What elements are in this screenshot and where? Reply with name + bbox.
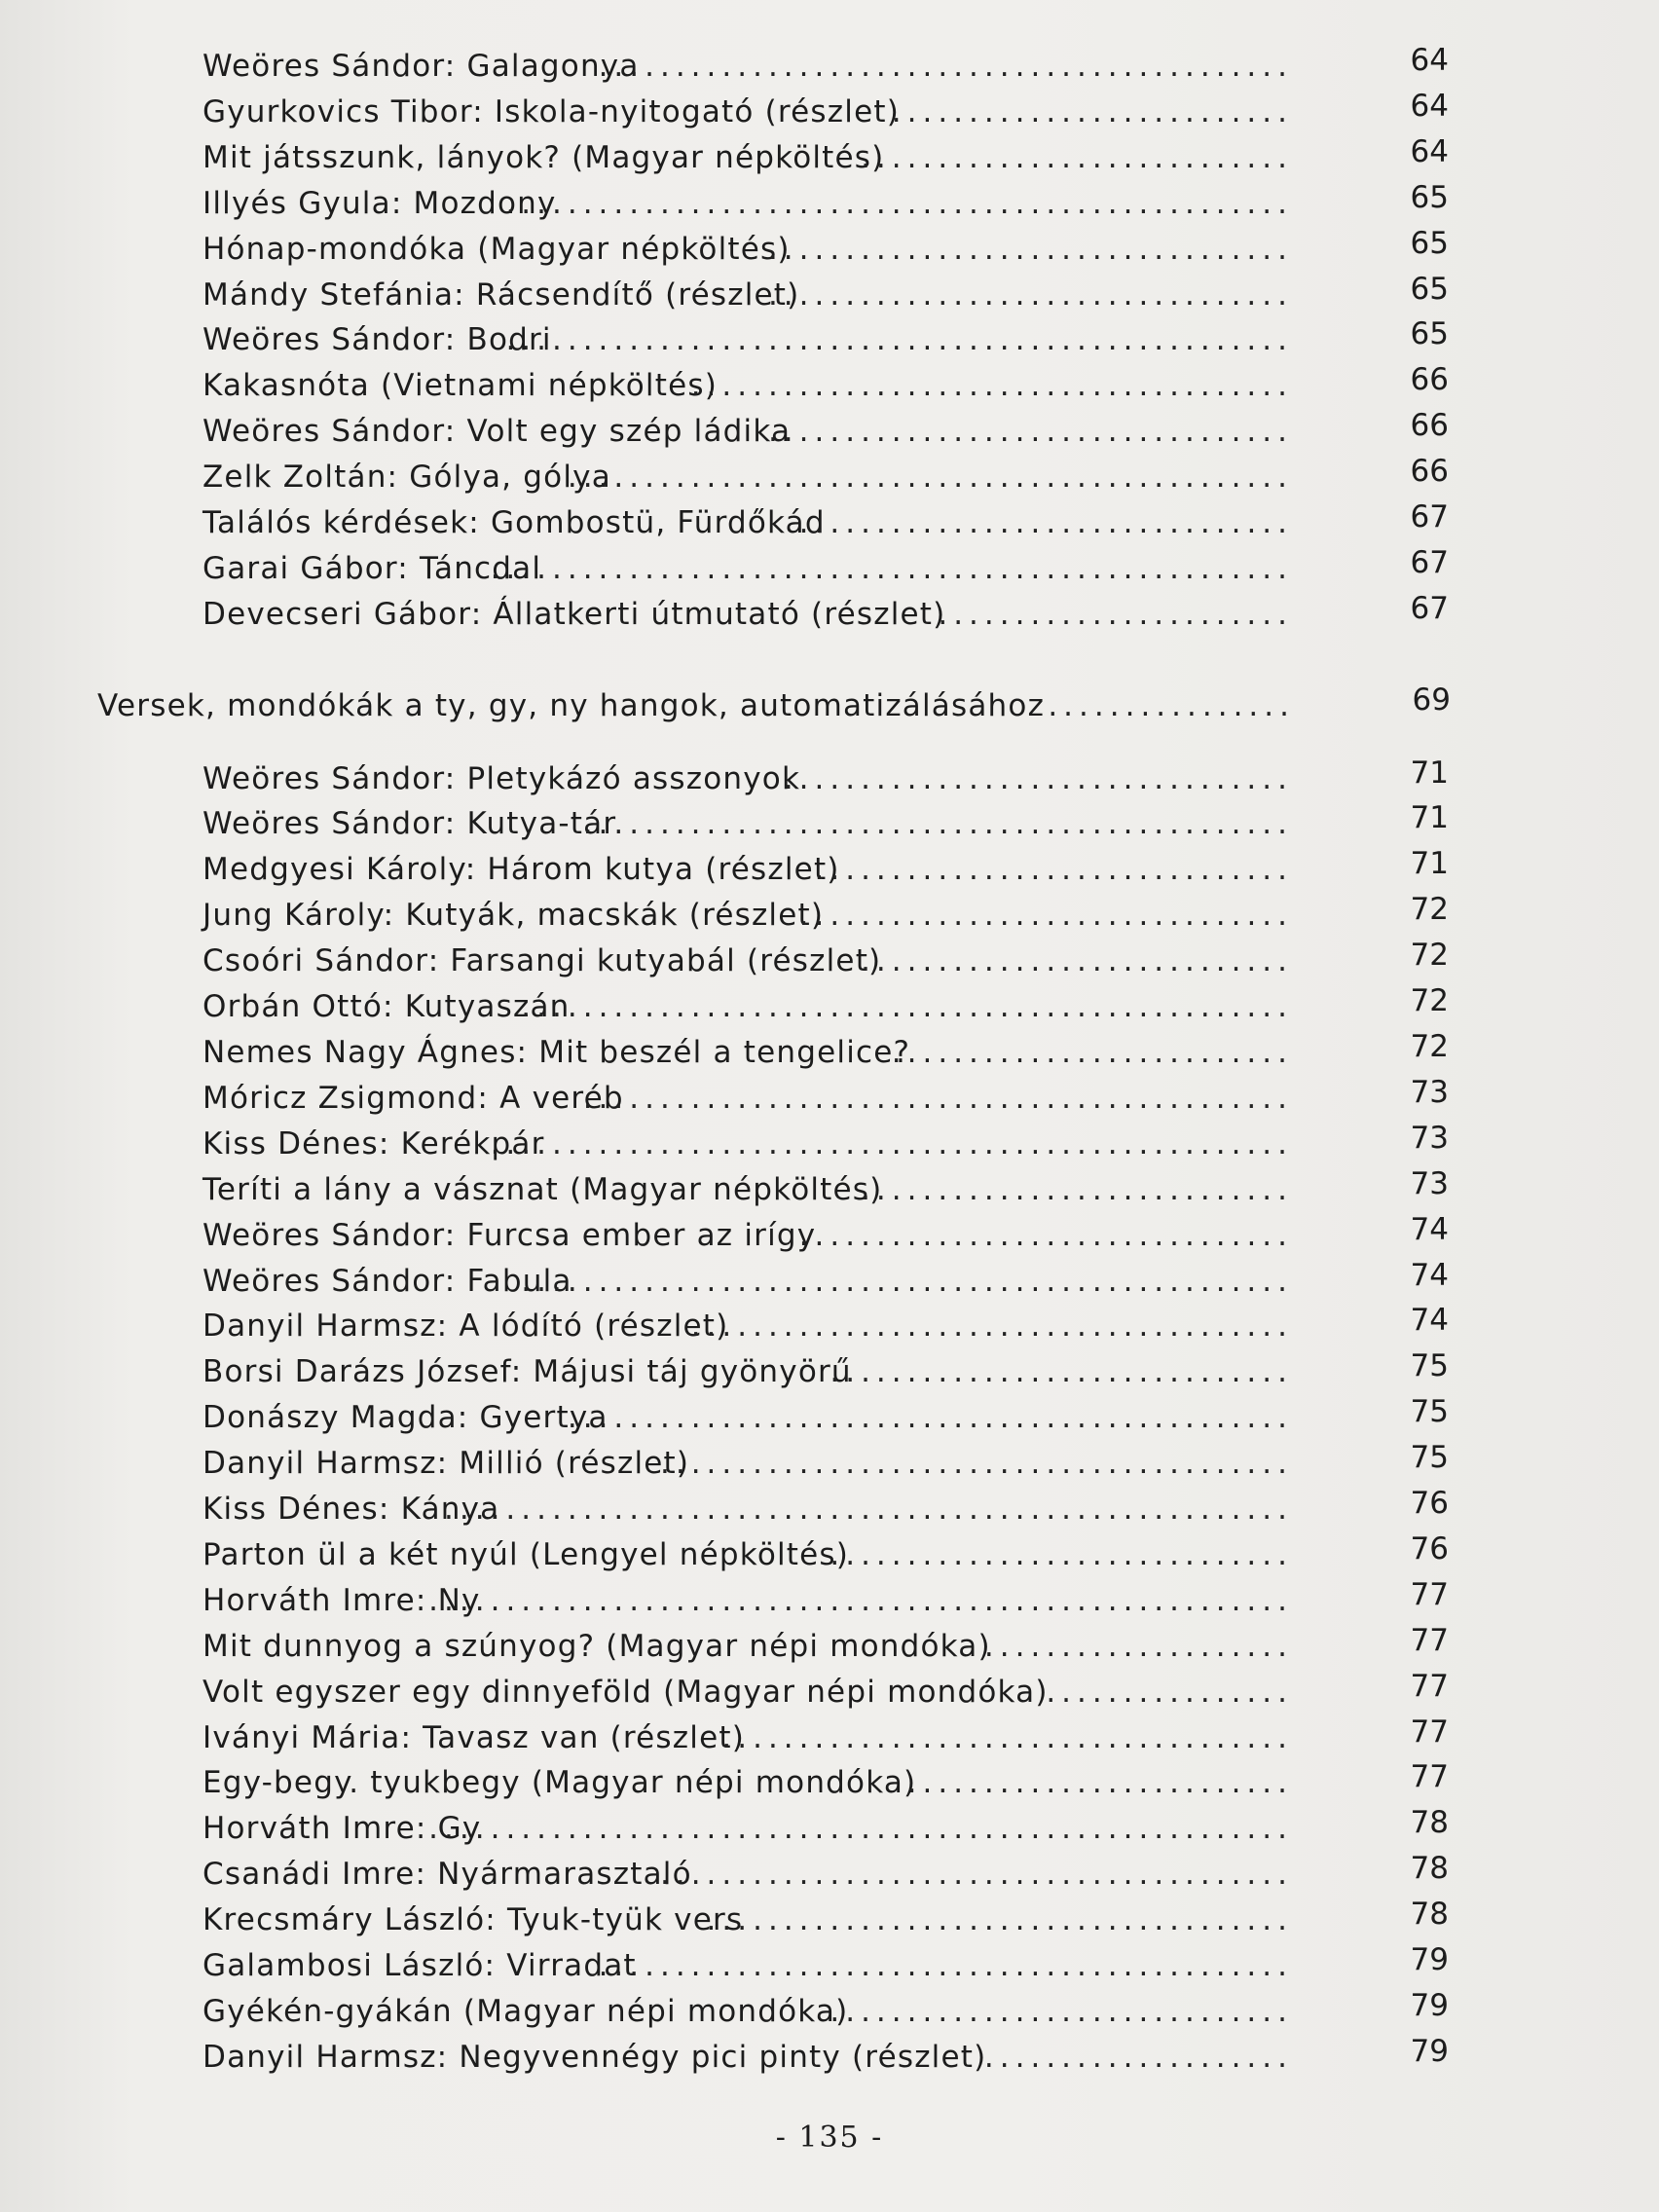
toc-entry	[203, 1304, 1468, 1348]
toc-leader-dots: ...............................................	[567, 460, 1293, 495]
toc-entry-title: Galambosi László: Virradat	[203, 1948, 637, 1983]
toc-entry-page: 77	[1410, 1623, 1449, 1658]
toc-entry-page: 79	[1410, 2034, 1449, 2069]
toc-entry-title: Danyil Harmsz: A lódító (részlet)	[203, 1309, 729, 1344]
toc-leader-dots: ............................	[861, 140, 1293, 175]
toc-entry-title: Hónap-mondóka (Magyar népköltés)	[203, 232, 791, 267]
toc-entry	[203, 181, 1468, 226]
toc-entry-page: 71	[1410, 846, 1449, 881]
toc-entry	[203, 1030, 1468, 1075]
toc-entry	[203, 756, 1468, 801]
toc-leader-dots: ................................	[798, 898, 1293, 933]
page-number-footer: - 135 -	[775, 2120, 884, 2155]
toc-leader-dots: ..................................	[767, 277, 1293, 313]
toc-leader-dots: ....................	[983, 1629, 1293, 1664]
toc-entry	[203, 1578, 1468, 1623]
toc-leader-dots: ..............................	[830, 1994, 1293, 2029]
toc-entry-page: 66	[1410, 408, 1449, 443]
toc-entry	[203, 135, 1468, 180]
toc-entry-page: 76	[1410, 1531, 1449, 1567]
toc-entry-page: 77	[1410, 1669, 1449, 1704]
toc-leader-dots: .........................................	[659, 1446, 1293, 1481]
toc-leader-dots: ..............................................	[582, 806, 1293, 841]
toc-entry-page: 69	[1412, 682, 1451, 718]
toc-entry-page: 67	[1410, 591, 1449, 626]
toc-entry-title: Volt egyszer egy dinnyeföld (Magyar népi mondóka)	[203, 1675, 1049, 1710]
toc-entry	[203, 801, 1468, 846]
toc-leader-dots: ....................	[983, 2040, 1293, 2075]
toc-entry	[203, 1349, 1468, 1394]
toc-entry-page: 78	[1410, 1851, 1449, 1886]
toc-entry-page: 74	[1410, 1212, 1449, 1247]
toc-section-heading	[97, 683, 1470, 728]
toc-entry-page: 64	[1410, 43, 1449, 78]
toc-leader-dots: .......................................................	[444, 1492, 1293, 1527]
toc-leader-dots: ............................	[861, 943, 1293, 978]
toc-entry-page: 78	[1410, 1897, 1449, 1932]
toc-entry-page: 73	[1410, 1075, 1449, 1110]
toc-entry	[203, 1122, 1468, 1166]
toc-entry-title: Danyil Harmsz: Millió (részlet)	[203, 1446, 690, 1481]
toc-entry-title: Danyil Harmsz: Negyvennégy pici pinty (részlet)	[203, 2040, 987, 2075]
toc-leader-dots: .........................................	[659, 1857, 1293, 1892]
toc-entry-page: 71	[1410, 800, 1449, 835]
toc-entry	[203, 1441, 1468, 1486]
toc-entry-page: 75	[1410, 1394, 1449, 1429]
toc-entry	[203, 1806, 1468, 1851]
toc-entry-page: 77	[1410, 1714, 1449, 1750]
toc-entry-title: Móricz Zsigmond: A veréb	[203, 1081, 624, 1116]
toc-leader-dots: ..............................................	[582, 1081, 1293, 1116]
toc-entry-title: Kakasnóta (Vietnami népköltés)	[203, 368, 719, 403]
toc-leader-dots: ..................................	[767, 414, 1293, 449]
toc-leader-dots: ...................................................	[505, 322, 1293, 357]
toc-leader-dots: .......................................	[690, 1309, 1293, 1344]
toc-entry	[203, 1259, 1468, 1304]
toc-leader-dots: .............................................	[598, 1948, 1293, 1983]
toc-entry	[203, 273, 1468, 317]
toc-entry	[203, 939, 1468, 983]
toc-entry-title: Mándy Stefánia: Rácsendítő (részlet)	[203, 277, 800, 313]
toc-entry-page: 64	[1410, 134, 1449, 169]
toc-entry	[203, 409, 1468, 454]
toc-leader-dots: ....................................................	[490, 551, 1293, 586]
toc-entry	[203, 1760, 1468, 1805]
toc-entry-title: Csoóri Sándor: Farsangi kutyabál (részlet)	[203, 943, 882, 978]
toc-entry-title: Garai Gábor: Táncdal	[203, 551, 542, 586]
toc-entry-page: 65	[1410, 316, 1449, 351]
toc-entry	[203, 984, 1468, 1029]
toc-leader-dots: .........................	[906, 1765, 1293, 1800]
toc-entry-page: 78	[1410, 1805, 1449, 1840]
toc-entry-title: Weöres Sándor: Volt egy szép ládika	[203, 414, 792, 449]
toc-entry-page: 75	[1410, 1348, 1449, 1383]
toc-entry-title: Kiss Dénes: Kerékpár	[203, 1126, 545, 1161]
toc-entry	[203, 1898, 1468, 1942]
toc-entry	[203, 847, 1468, 892]
toc-entry	[203, 1076, 1468, 1121]
toc-entry-title: Gyékén-gyákán (Magyar népi mondóka)	[203, 1994, 849, 2029]
toc-entry-title: Találós kérdések: Gombostü, Fürdőkád	[203, 505, 826, 540]
toc-entry-title: Donászy Magda: Gyertya	[203, 1400, 608, 1435]
toc-entry-title: Weöres Sándor: Galagonya	[203, 49, 640, 84]
toc-entry	[203, 500, 1468, 545]
toc-entry	[203, 455, 1468, 499]
toc-entry-title: Horváth Imre: Gy	[203, 1811, 482, 1846]
toc-entry	[203, 1167, 1468, 1212]
toc-leader-dots: ...............................	[814, 852, 1293, 887]
toc-entry	[203, 2035, 1468, 2080]
toc-entry	[203, 1624, 1468, 1669]
toc-leader-dots: ..............................	[830, 1354, 1293, 1389]
toc-entry	[203, 317, 1468, 362]
toc-leader-dots: ..........................	[891, 94, 1293, 129]
toc-entry-title: Iványi Mária: Tavasz van (részlet)	[203, 1720, 745, 1755]
toc-entry-title: Krecsmáry László: Tyuk-tyük vers	[203, 1902, 744, 1937]
toc-leader-dots: ......................................	[706, 1902, 1293, 1937]
toc-entry-title: Weöres Sándor: Furcsa ember az irígy	[203, 1218, 817, 1253]
toc-entry-page: 67	[1410, 545, 1449, 580]
toc-entry-title: Illyés Gyula: Mozdony	[203, 186, 557, 221]
toc-leader-dots: .......................	[938, 597, 1293, 632]
toc-entry	[203, 1852, 1468, 1897]
toc-entry-title: Nemes Nagy Ágnes: Mit beszél a tengelice?	[203, 1035, 911, 1070]
toc-entry-title: Weöres Sándor: Kutya-tár	[203, 806, 617, 841]
toc-entry-page: 72	[1410, 1029, 1449, 1064]
toc-entry-title: Devecseri Gábor: Állatkerti útmutató (részlet)	[203, 597, 946, 632]
toc-leader-dots: ..................................................	[521, 989, 1293, 1024]
toc-entry-page: 79	[1410, 1942, 1449, 1977]
toc-entry-page: 64	[1410, 89, 1449, 124]
toc-entry	[203, 1213, 1468, 1258]
toc-entry-title: Horváth Imre: Ny	[203, 1583, 481, 1618]
toc-entry	[203, 1715, 1468, 1760]
toc-entry-title: Versek, mondókák a ty, gy, ny hangok, automatizálásához	[97, 688, 1046, 723]
toc-entry	[203, 1487, 1468, 1531]
toc-leader-dots: ..............................	[830, 1537, 1293, 1572]
toc-entry-page: 72	[1410, 892, 1449, 927]
toc-leader-dots: ........................................................	[428, 1811, 1293, 1846]
toc-entry-title: Teríti a lány a vásznat (Magyar népköltés)	[203, 1172, 883, 1207]
toc-entry-page: 73	[1410, 1166, 1449, 1201]
toc-leader-dots: ................	[1048, 688, 1295, 723]
toc-entry	[203, 90, 1468, 134]
toc-entry-title: Weöres Sándor: Bodri	[203, 322, 552, 357]
toc-entry-title: Orbán Ottó: Kutyaszán	[203, 989, 571, 1024]
toc-leader-dots: ..........................	[891, 1035, 1293, 1070]
toc-entry-page: 77	[1410, 1759, 1449, 1794]
toc-entry	[203, 546, 1468, 591]
toc-leader-dots: .................................	[783, 761, 1293, 796]
toc-entry-page: 65	[1410, 180, 1449, 215]
toc-entry-title: Zelk Zoltán: Gólya, gólya	[203, 460, 611, 495]
toc-entry	[203, 1943, 1468, 1988]
toc-entry-title: Kiss Dénes: Kánya	[203, 1492, 500, 1527]
toc-leader-dots: .....................................	[721, 1720, 1293, 1755]
toc-leader-dots: .......................................	[690, 368, 1293, 403]
toc-entry-page: 74	[1410, 1303, 1449, 1338]
toc-entry-title: Weöres Sándor: Fabula	[203, 1264, 572, 1299]
toc-entry-page: 66	[1410, 454, 1449, 489]
toc-entry	[203, 363, 1468, 408]
toc-entry-title: Mit játsszunk, lányok? (Magyar népköltés)	[203, 140, 885, 175]
toc-entry-title: Borsi Darázs József: Májusi táj gyönyörű	[203, 1354, 852, 1389]
toc-entry-page: 72	[1410, 938, 1449, 973]
toc-leader-dots: ...................................................	[505, 186, 1293, 221]
toc-entry-page: 74	[1410, 1258, 1449, 1293]
toc-entry-page: 71	[1410, 756, 1449, 791]
toc-entry-page: 66	[1410, 362, 1449, 397]
toc-leader-dots: ..................................................	[521, 1264, 1293, 1299]
toc-entry	[203, 893, 1468, 938]
toc-entry	[203, 592, 1468, 637]
toc-entry-title: Csanádi Imre: Nyármarasztaló	[203, 1857, 692, 1892]
toc-entry	[203, 227, 1468, 272]
toc-leader-dots: ................	[1046, 1675, 1293, 1710]
toc-entry-title: Jung Károly: Kutyák, macskák (részlet)	[203, 898, 825, 933]
toc-entry-title: Weöres Sándor: Pletykázó asszonyok	[203, 761, 801, 796]
toc-entry-page: 79	[1410, 1988, 1449, 2023]
toc-entry	[203, 1670, 1468, 1714]
toc-entry-page: 67	[1410, 499, 1449, 535]
toc-entry-page: 72	[1410, 983, 1449, 1018]
toc-leader-dots: ..................................	[767, 232, 1293, 267]
toc-entry-page: 77	[1410, 1577, 1449, 1612]
toc-entry-page: 73	[1410, 1121, 1449, 1156]
toc-entry-title: Gyurkovics Tibor: Iskola-nyitogató (részlet)	[203, 94, 900, 129]
toc-entry	[203, 1395, 1468, 1440]
toc-entry-title: Mit dunnyog a szúnyog? (Magyar népi mondóka)	[203, 1629, 991, 1664]
toc-leader-dots: ............................	[861, 1172, 1293, 1207]
toc-leader-dots: ........................................................	[428, 1583, 1293, 1618]
toc-entry	[203, 1532, 1468, 1577]
toc-entry-page: 65	[1410, 226, 1449, 261]
toc-entry-page: 76	[1410, 1486, 1449, 1521]
toc-entry-page: 75	[1410, 1440, 1449, 1475]
toc-leader-dots: ................................	[798, 505, 1293, 540]
toc-entry-title: Parton ül a két nyúl (Lengyel népköltés)	[203, 1537, 850, 1572]
toc-entry	[203, 44, 1468, 89]
toc-entry	[203, 1989, 1468, 2034]
toc-leader-dots: .............................................	[598, 49, 1293, 84]
toc-entry-page: 65	[1410, 272, 1449, 307]
toc-leader-dots: ................................	[798, 1218, 1293, 1253]
toc-entry-title: Egy-begy. tyukbegy (Magyar népi mondóka)	[203, 1765, 917, 1800]
toc-entry-title: Medgyesi Károly: Három kutya (részlet)	[203, 852, 840, 887]
toc-leader-dots: ....................................................	[490, 1126, 1293, 1161]
toc-leader-dots: ...............................................	[567, 1400, 1293, 1435]
